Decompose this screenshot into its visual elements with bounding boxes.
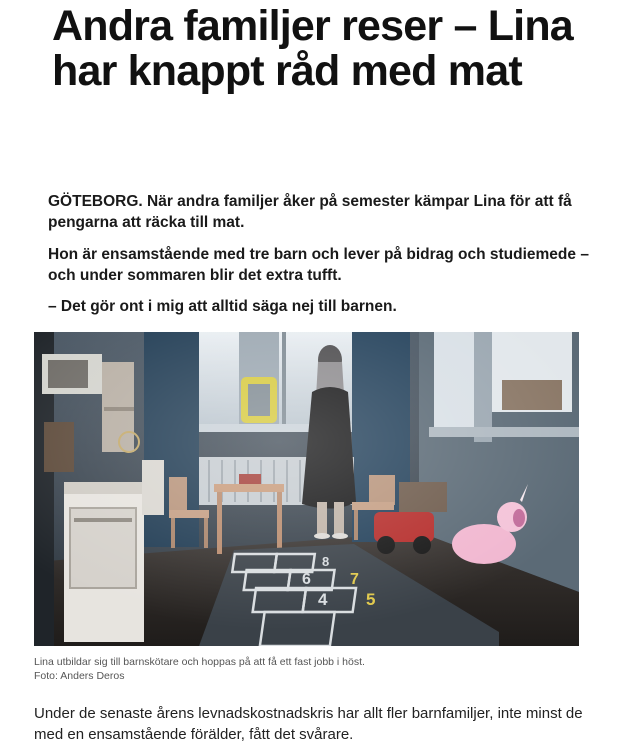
photo-credit: Foto: Anders Deros <box>34 670 125 682</box>
lead-paragraph-3: – Det gör ont i mig att alltid säga nej till barnen. <box>48 298 397 315</box>
caption-text: Lina utbildar sig till barnskötare och hoppas på att få ett fast jobb i höst. <box>34 656 365 668</box>
photo-illustration <box>34 332 579 646</box>
photo-caption <box>34 655 594 683</box>
lead-paragraph-1: GÖTEBORG. När andra familjer åker på semester kämpar Lina för att få pengarna att räcka till mat. <box>48 193 572 231</box>
article-headline: Andra familjer reser – Lina har knappt råd med mat <box>52 2 573 95</box>
article-photo[interactable] <box>34 332 579 646</box>
lead-paragraph-2: Hon är ensamstående med tre barn och lever på bidrag och studiemede – och under sommaren blir det extra tufft. <box>48 246 589 284</box>
body-paragraph: Under de senaste årens levnadskostnadskris har allt fler barnfamiljer, inte minst de med en ensamstående förälder, fått det svårare. <box>34 705 583 743</box>
